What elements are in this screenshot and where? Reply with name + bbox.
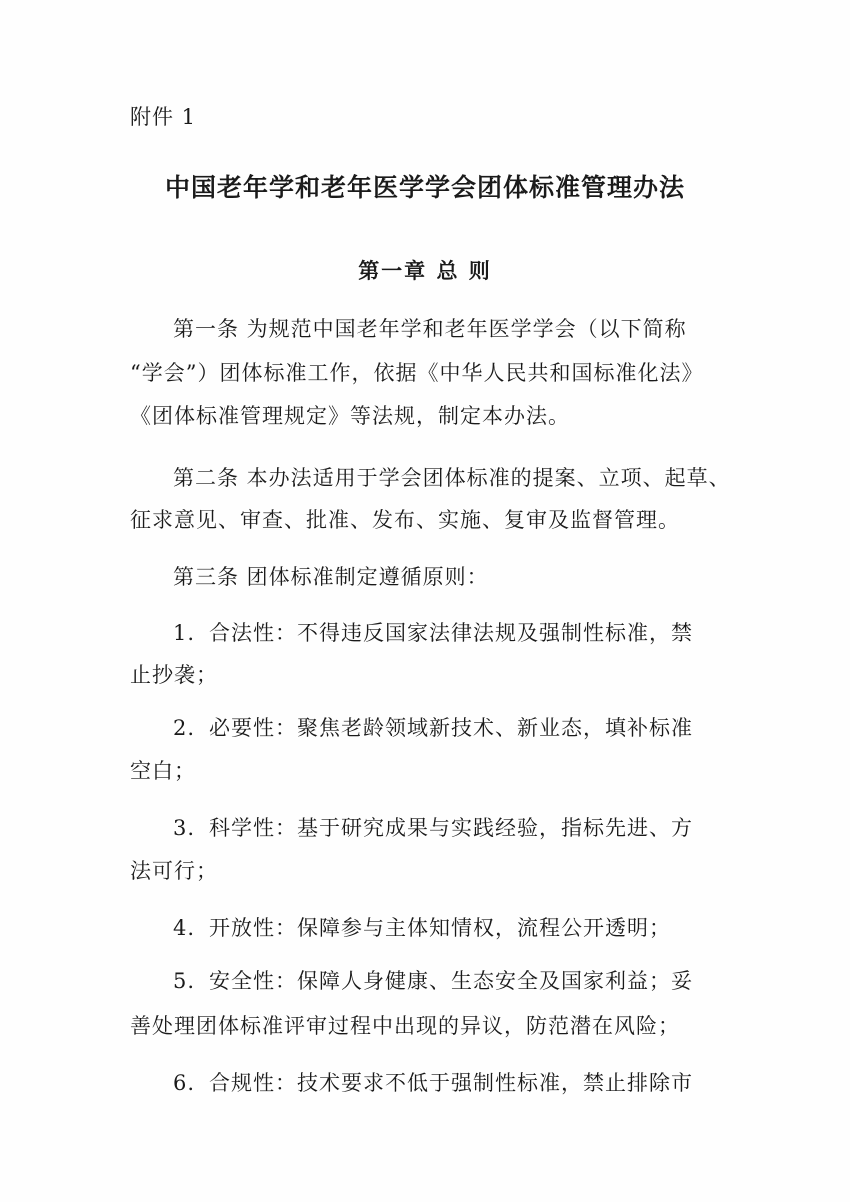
principle-2-line-2: 空白； xyxy=(130,759,196,783)
principle-5-line-2: 善处理团体标准评审过程中出现的异议，防范潜在风险； xyxy=(130,1014,680,1038)
article-1-line-2: “学会”）团体标准工作，依据《中华人民共和国标准化法》 xyxy=(130,361,704,385)
document-title: 中国老年学和老年医学学会团体标准管理办法 xyxy=(164,173,685,202)
principle-5-number: 5. xyxy=(173,969,196,993)
attachment-label: 附件 1 xyxy=(130,105,197,129)
principle-6-number: 6. xyxy=(173,1071,196,1095)
principle-3-line-1 xyxy=(173,812,763,842)
article-1-line-3: 《团体标准管理规定》等法规，制定本办法。 xyxy=(130,404,570,428)
principle-4-number: 4. xyxy=(173,916,196,940)
principle-2-text: 必要性：聚焦老龄领域新技术、新业态，填补标准 xyxy=(209,716,693,740)
principle-5-text: 安全性：保障人身健康、生态安全及国家利益；妥 xyxy=(209,969,693,993)
principle-1-line-1 xyxy=(173,617,763,647)
principle-4-line-1 xyxy=(173,912,763,942)
principle-2-number: 2. xyxy=(173,716,196,740)
principle-6-line-1 xyxy=(173,1067,763,1097)
principle-1-number: 1. xyxy=(173,621,196,645)
article-1-line-1: 第一条 为规范中国老年学和老年医学学会（以下简称 xyxy=(173,317,687,341)
principle-1-text: 合法性：不得违反国家法律法规及强制性标准，禁 xyxy=(209,621,693,645)
principle-1-line-2: 止抄袭； xyxy=(130,663,218,687)
principle-4-text: 开放性：保障参与主体知情权，流程公开透明； xyxy=(209,916,671,940)
principle-3-text: 科学性：基于研究成果与实践经验，指标先进、方 xyxy=(209,816,693,840)
principle-3-number: 3. xyxy=(173,816,196,840)
article-2-line-1: 第二条 本办法适用于学会团体标准的提案、立项、起草、 xyxy=(173,466,731,490)
principle-6-text: 合规性：技术要求不低于强制性标准，禁止排除市 xyxy=(209,1071,693,1095)
article-3-line-1: 第三条 团体标准制定遵循原则： xyxy=(173,565,489,589)
article-2-line-2: 征求意见、审查、批准、发布、实施、复审及监督管理。 xyxy=(130,508,680,532)
chapter-heading: 第一章 总 则 xyxy=(358,258,492,283)
principle-3-line-2: 法可行； xyxy=(130,859,218,883)
principle-2-line-1 xyxy=(173,712,763,742)
principle-5-line-1 xyxy=(173,965,763,995)
